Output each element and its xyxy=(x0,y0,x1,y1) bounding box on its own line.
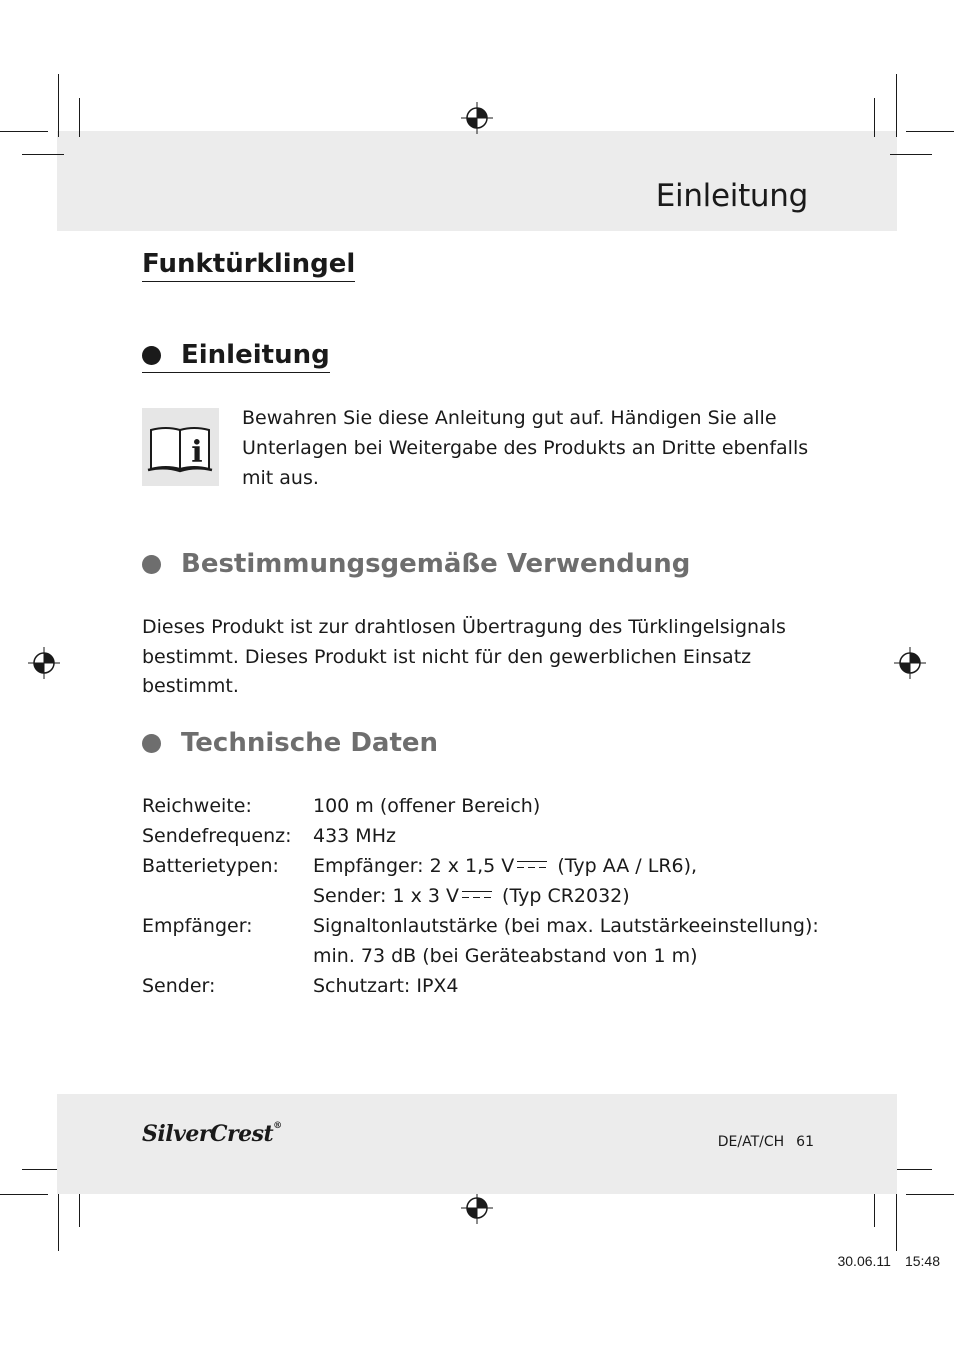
registration-mark-icon xyxy=(461,1192,493,1224)
spec-label: Reichweite: xyxy=(142,795,252,817)
crop-mark xyxy=(890,154,932,155)
svg-text:i: i xyxy=(191,435,203,470)
spec-label xyxy=(142,881,313,911)
registration-mark-icon xyxy=(461,102,493,134)
crop-mark xyxy=(874,98,875,137)
spec-value-part: (Typ CR2032) xyxy=(496,885,630,907)
section-heading-text: Einleitung xyxy=(181,340,330,370)
spec-value-part: Empfänger: 2 x 1,5 V xyxy=(313,855,515,877)
print-date: 30.06.11 xyxy=(837,1253,891,1269)
spec-value xyxy=(313,881,630,911)
crop-mark xyxy=(58,74,59,137)
section-heading-introduction xyxy=(142,340,330,373)
spec-label: Sender: xyxy=(142,975,216,997)
footer-page-info xyxy=(718,1134,814,1150)
crop-mark xyxy=(79,98,80,137)
spec-value: Signaltonlautstärke (bei max. Lautstärkeeinstellung): xyxy=(313,915,819,937)
spec-value: Schutzart: IPX4 xyxy=(313,975,459,997)
registration-mark-icon xyxy=(894,647,926,679)
bullet-icon xyxy=(142,734,161,753)
brand-logo-text: SilverCrest xyxy=(142,1121,274,1147)
crop-mark xyxy=(906,1194,954,1195)
document-title: Funktürklingel xyxy=(142,249,355,282)
section-heading-text: Technische Daten xyxy=(181,728,439,758)
spec-value: 433 MHz xyxy=(313,825,396,847)
spec-row xyxy=(142,791,819,821)
intended-use-text: Dieses Produkt ist zur drahtlosen Übertragung des Türklingelsignals bestimmt. Dieses Produkt ist nicht für den gewerblichen Einsatz bestimmt. xyxy=(142,616,786,697)
spec-value xyxy=(313,851,697,881)
info-book-icon xyxy=(142,408,219,486)
spec-value-part: Sender: 1 x 3 V xyxy=(313,885,459,907)
spec-row xyxy=(142,941,819,971)
section-heading-technical-data xyxy=(142,728,438,758)
spec-value: min. 73 dB (bei Geräteabstand von 1 m) xyxy=(313,945,698,967)
page-number: 61 xyxy=(796,1134,814,1150)
spec-value-part: (Typ AA / LR6), xyxy=(551,855,698,877)
crop-mark xyxy=(58,1188,59,1251)
bullet-icon xyxy=(142,346,161,365)
footer-region: DE/AT/CH xyxy=(717,1134,785,1150)
brand-logo xyxy=(142,1121,282,1147)
spec-row xyxy=(142,821,819,851)
spec-row xyxy=(142,881,819,911)
spec-row xyxy=(142,971,819,1001)
spec-row xyxy=(142,911,819,941)
spec-label: Empfänger: xyxy=(142,915,253,937)
header-title: Einleitung xyxy=(655,178,808,214)
spec-label: Batterietypen: xyxy=(142,855,279,877)
section-heading-text: Bestimmungsgemäße Verwendung xyxy=(181,549,691,579)
crop-mark xyxy=(0,131,48,132)
registered-mark: ® xyxy=(273,1121,282,1131)
spec-row xyxy=(142,851,819,881)
spec-label: Sendefrequenz: xyxy=(142,825,292,847)
direct-current-icon xyxy=(517,860,547,870)
spec-label xyxy=(142,941,313,971)
bullet-icon xyxy=(142,555,161,574)
spec-value: 100 m (offener Bereich) xyxy=(313,795,541,817)
info-text: Bewahren Sie diese Anleitung gut auf. Händigen Sie alle Unterlagen bei Weitergabe des Produkts an Dritte ebenfalls mit aus. xyxy=(242,407,809,489)
crop-mark xyxy=(22,154,64,155)
crop-mark xyxy=(0,1194,48,1195)
registration-mark-icon xyxy=(28,647,60,679)
direct-current-icon xyxy=(462,890,492,900)
section-heading-intended-use xyxy=(142,549,690,579)
technical-data-table xyxy=(142,791,819,1001)
crop-mark xyxy=(896,74,897,137)
print-info xyxy=(837,1253,940,1269)
print-time: 15:48 xyxy=(904,1253,940,1269)
crop-mark xyxy=(896,1188,897,1251)
crop-mark xyxy=(906,131,954,132)
